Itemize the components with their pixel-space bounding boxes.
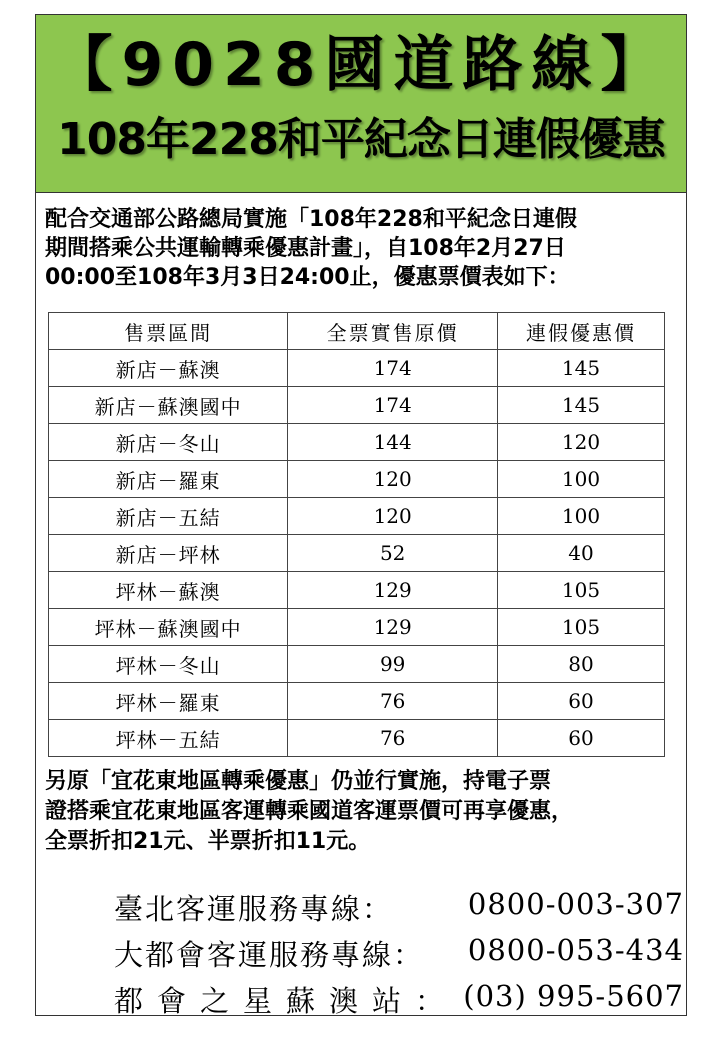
promo-subtitle: 108年228和平紀念日連假優惠 xyxy=(57,114,665,165)
table-row xyxy=(49,387,665,424)
discount-price-cell: 100 xyxy=(497,498,664,535)
discount-price-cell: 145 xyxy=(497,350,664,387)
transfer-note xyxy=(45,767,685,857)
note-line: 另原「宜花東地區轉乘優惠」仍並行實施，持電子票 xyxy=(45,769,552,794)
table-row xyxy=(49,498,665,535)
discount-price-cell: 145 xyxy=(497,387,664,424)
original-price-cell: 129 xyxy=(288,572,498,609)
header-original-price: 全票實售原價 xyxy=(288,313,498,350)
contact-list xyxy=(114,887,684,1025)
fare-table xyxy=(48,312,665,757)
discount-price-cell: 40 xyxy=(497,535,664,572)
notice-frame xyxy=(35,14,687,1016)
route-cell: 坪林－蘇澳國中 xyxy=(49,609,288,646)
route-cell: 新店－冬山 xyxy=(49,424,288,461)
table-row xyxy=(49,350,665,387)
table-row xyxy=(49,461,665,498)
original-price-cell: 76 xyxy=(288,720,498,757)
contact-suao-station xyxy=(114,979,684,1025)
original-price-cell: 120 xyxy=(288,498,498,535)
route-title: 【9028國道路線】 xyxy=(52,30,670,100)
route-cell: 新店－蘇澳國中 xyxy=(49,387,288,424)
original-price-cell: 99 xyxy=(288,646,498,683)
title-banner xyxy=(36,15,686,193)
note-line: 證搭乘宜花東地區客運轉乘國道客運票價可再享優惠， xyxy=(45,799,574,824)
table-row xyxy=(49,646,665,683)
route-cell: 新店－蘇澳 xyxy=(49,350,288,387)
table-row xyxy=(49,683,665,720)
note-line: 全票折扣21元、半票折扣11元。 xyxy=(45,829,371,854)
original-price-cell: 52 xyxy=(288,535,498,572)
contact-number: (03) 995-5607 xyxy=(463,979,684,1013)
table-row xyxy=(49,572,665,609)
discount-price-cell: 80 xyxy=(497,646,664,683)
contact-label: 臺北客運服務專線： xyxy=(114,892,394,926)
route-cell: 坪林－羅東 xyxy=(49,683,288,720)
route-cell: 新店－五結 xyxy=(49,498,288,535)
original-price-cell: 174 xyxy=(288,387,498,424)
contact-label: 都會之星蘇澳站： xyxy=(114,984,459,1018)
discount-price-cell: 100 xyxy=(497,461,664,498)
route-cell: 坪林－冬山 xyxy=(49,646,288,683)
table-row xyxy=(49,535,665,572)
table-row xyxy=(49,424,665,461)
discount-price-cell: 120 xyxy=(497,424,664,461)
contact-label: 大都會客運服務專線： xyxy=(114,938,425,972)
intro-line: 00:00至108年3月3日24:00止，優惠票價表如下： xyxy=(45,265,570,290)
original-price-cell: 144 xyxy=(288,424,498,461)
header-discount-price: 連假優惠價 xyxy=(497,313,664,350)
contact-taipei-bus xyxy=(114,887,684,933)
contact-number: 0800-053-434 xyxy=(467,933,684,967)
table-row xyxy=(49,609,665,646)
table-row xyxy=(49,720,665,757)
fare-table-header-row xyxy=(49,313,665,350)
original-price-cell: 76 xyxy=(288,683,498,720)
intro-line: 期間搭乘公共運輸轉乘優惠計畫」，自108年2月27日 xyxy=(45,236,566,261)
route-cell: 坪林－五結 xyxy=(49,720,288,757)
route-cell: 新店－羅東 xyxy=(49,461,288,498)
original-price-cell: 120 xyxy=(288,461,498,498)
contact-number: 0800-003-307 xyxy=(467,887,684,921)
discount-price-cell: 105 xyxy=(497,572,664,609)
header-route: 售票區間 xyxy=(49,313,288,350)
intro-line: 配合交通部公路總局實施「108年228和平紀念日連假 xyxy=(45,207,577,232)
route-cell: 新店－坪林 xyxy=(49,535,288,572)
intro-paragraph xyxy=(45,205,685,292)
contact-metro-bus xyxy=(114,933,684,979)
original-price-cell: 129 xyxy=(288,609,498,646)
original-price-cell: 174 xyxy=(288,350,498,387)
route-cell: 坪林－蘇澳 xyxy=(49,572,288,609)
discount-price-cell: 60 xyxy=(497,720,664,757)
discount-price-cell: 105 xyxy=(497,609,664,646)
discount-price-cell: 60 xyxy=(497,683,664,720)
